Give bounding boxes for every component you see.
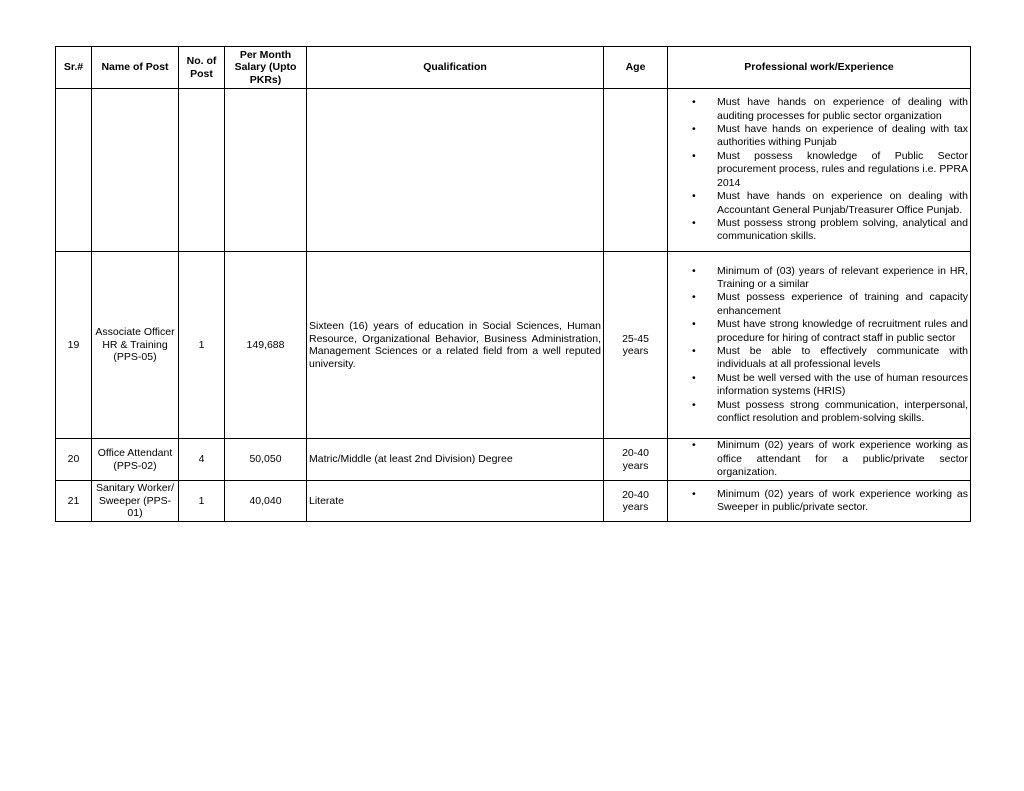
cell-qualification: Sixteen (16) years of education in Social Sciences, Human Resource, Organizational Behavior, Business Administration, Management Sciences or a related field from a well reputed university. [307, 252, 604, 439]
experience-text: Must have strong knowledge of recruitment rules and procedure for hiring of contract staff in public sector [717, 318, 968, 344]
header-experience: Professional work/Experience [668, 47, 971, 89]
experience-item [670, 399, 968, 426]
cell-name [92, 89, 179, 252]
cell-experience [668, 481, 971, 522]
experience-text: Must possess strong communication, interpersonal, conflict resolution and problem-solving skills. [717, 398, 968, 425]
cell-salary: 149,688 [225, 252, 307, 439]
header-age: Age [604, 47, 668, 89]
cell-salary: 50,050 [225, 439, 307, 481]
cell-salary [225, 89, 307, 252]
age-unit: years [622, 345, 649, 357]
bullet-icon: • [692, 345, 696, 357]
cell-age [604, 439, 668, 481]
bullet-icon: • [692, 291, 696, 304]
experience-item [670, 439, 968, 479]
experience-item [670, 123, 968, 150]
experience-item [670, 318, 968, 345]
cell-salary: 40,040 [225, 481, 307, 522]
bullet-icon: • [692, 264, 696, 277]
experience-text: Must possess strong problem solving, analytical and communication skills. [717, 216, 968, 243]
cell-qualification [307, 89, 604, 252]
age-range: 20-40 [622, 488, 649, 501]
experience-item [670, 291, 968, 318]
experience-list [670, 439, 968, 479]
experience-item [670, 265, 968, 292]
cell-no-of-post [179, 89, 225, 252]
recruitment-table [55, 46, 971, 522]
age-range: 20-40 [622, 447, 649, 459]
experience-text: Must have hands on experience of dealing with tax authorities withing Punjab [717, 123, 968, 149]
cell-no-of-post: 4 [179, 439, 225, 481]
cell-name: Sanitary Worker/ Sweeper (PPS-01) [92, 481, 179, 522]
cell-qualification: Matric/Middle (at least 2nd Division) Degree [307, 439, 604, 481]
cell-age [604, 89, 668, 252]
cell-no-of-post: 1 [179, 481, 225, 522]
cell-experience [668, 252, 971, 439]
experience-item [670, 488, 968, 515]
cell-no-of-post: 1 [179, 252, 225, 439]
cell-qualification: Literate [307, 481, 604, 522]
experience-item [670, 372, 968, 399]
experience-text: Minimum (02) years of work experience working as Sweeper in public/private sector. [717, 487, 968, 513]
cell-sr: 19 [56, 252, 92, 439]
table-row-19 [56, 252, 971, 439]
age-unit: years [622, 501, 649, 513]
experience-text: Must have hands on experience of dealing with auditing processes for public sector organization [717, 96, 968, 122]
table-row-20 [56, 439, 971, 481]
cell-sr: 21 [56, 481, 92, 522]
experience-list [670, 265, 968, 426]
cell-age [604, 481, 668, 522]
experience-item [670, 217, 968, 244]
cell-experience [668, 439, 971, 481]
experience-text: Must possess experience of training and capacity enhancement [717, 291, 968, 317]
experience-item [670, 150, 968, 190]
age-range: 25-45 [622, 332, 649, 345]
experience-item [670, 96, 968, 123]
cell-name: Office Attendant (PPS-02) [92, 439, 179, 481]
bullet-icon: • [692, 318, 696, 331]
cell-name: Associate Officer HR & Training (PPS-05) [92, 252, 179, 439]
bullet-icon: • [692, 439, 696, 452]
bullet-icon: • [692, 487, 696, 500]
experience-item [670, 190, 968, 217]
bullet-icon: • [692, 123, 696, 136]
experience-text: Minimum of (03) years of relevant experience in HR, Training or a similar [717, 264, 968, 290]
bullet-icon: • [692, 149, 696, 162]
experience-list [670, 488, 968, 515]
bullet-icon: • [692, 398, 696, 411]
experience-list [670, 96, 968, 243]
header-row [56, 47, 971, 89]
cell-age [604, 252, 668, 439]
cell-sr: 20 [56, 439, 92, 481]
experience-item [670, 345, 968, 372]
experience-text: Must have hands on experience on dealing with Accountant General Punjab/Treasurer Office Punjab. [717, 190, 968, 216]
header-salary: Per Month Salary (Upto PKRs) [225, 47, 307, 89]
age-unit: years [622, 459, 649, 472]
bullet-icon: • [692, 371, 696, 384]
header-sr: Sr.# [56, 47, 92, 89]
header-name-of-post: Name of Post [92, 47, 179, 89]
cell-sr [56, 89, 92, 252]
table-row-continued [56, 89, 971, 252]
header-qualification: Qualification [307, 47, 604, 89]
header-no-of-post: No. of Post [179, 47, 225, 89]
bullet-icon: • [692, 96, 696, 109]
experience-text: Must be well versed with the use of human resources information systems (HRIS) [717, 371, 968, 398]
experience-text: Must be able to effectively communicate with individuals at all professional levels [717, 345, 968, 371]
cell-experience [668, 89, 971, 252]
bullet-icon: • [692, 216, 696, 229]
experience-text: Must possess knowledge of Public Sector procurement process, rules and regulations i.e. PPRA 2014 [717, 149, 968, 189]
experience-text: Minimum (02) years of work experience working as office attendant for a public/private sector organization. [717, 439, 968, 479]
table-row-21 [56, 481, 971, 522]
bullet-icon: • [692, 190, 696, 203]
